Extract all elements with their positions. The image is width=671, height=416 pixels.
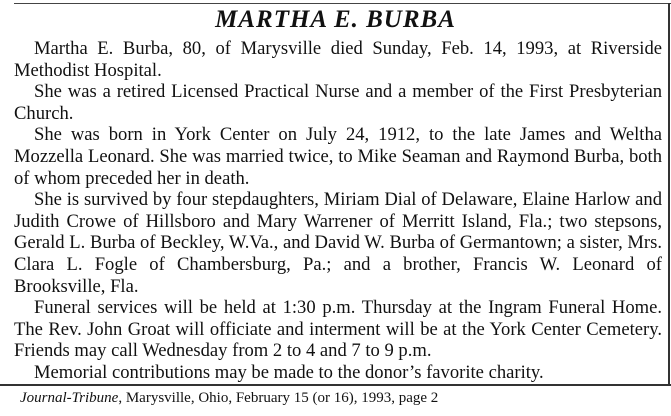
paragraph-birth-marriage: She was born in York Center on July 24, 1912, to the late James and Weltha Mozzella Leonard. She was married twice, to Mike Seaman and Raymond Burba, both of whom preceded her in death. [14, 124, 662, 189]
obituary-headline: MARTHA E. BURBA [215, 6, 456, 33]
paragraph-occupation: She was a retired Licensed Practical Nurse and a member of the First Presbyterian Church. [14, 81, 662, 124]
paragraph-death-notice: Martha E. Burba, 80, of Marysville died Sunday, Feb. 14, 1993, at Riverside Methodist Hospital. [14, 38, 662, 81]
citation-details: , Marysville, Ohio, February 15 (or 16), 1993, page 2 [118, 390, 439, 406]
citation-publication: Journal-Tribune [20, 390, 119, 406]
paragraph-survivors: She is survived by four stepdaughters, Miriam Dial of Delaware, Elaine Harlow and Judith Crowe of Hillsboro and Mary Warrener of Merritt Island, Fla.; two stepsons, Gerald L. Burba of Beckley, W.Va., and David W. Burba of Germantown; a sister, Mrs. Clara L. Fogle of Chambersburg, Pa.; and a brother, Francis W. Leonard of Brooksville, Fla. [14, 189, 662, 297]
obituary-body [14, 38, 662, 384]
source-citation [20, 388, 660, 408]
clipping-bottom-edge [0, 384, 671, 386]
paragraph-funeral-services: Funeral services will be held at 1:30 p.m. Thursday at the Ingram Funeral Home. The Rev. John Groat will officiate and interment will be at the York Center Cemetery. Friends may call Wednesday from 2 to 4 and 7 to 9 p.m. [14, 297, 662, 362]
paragraph-memorial: Memorial contributions may be made to the donor’s favorite charity. [34, 361, 544, 383]
clipping-right-edge [668, 3, 670, 384]
